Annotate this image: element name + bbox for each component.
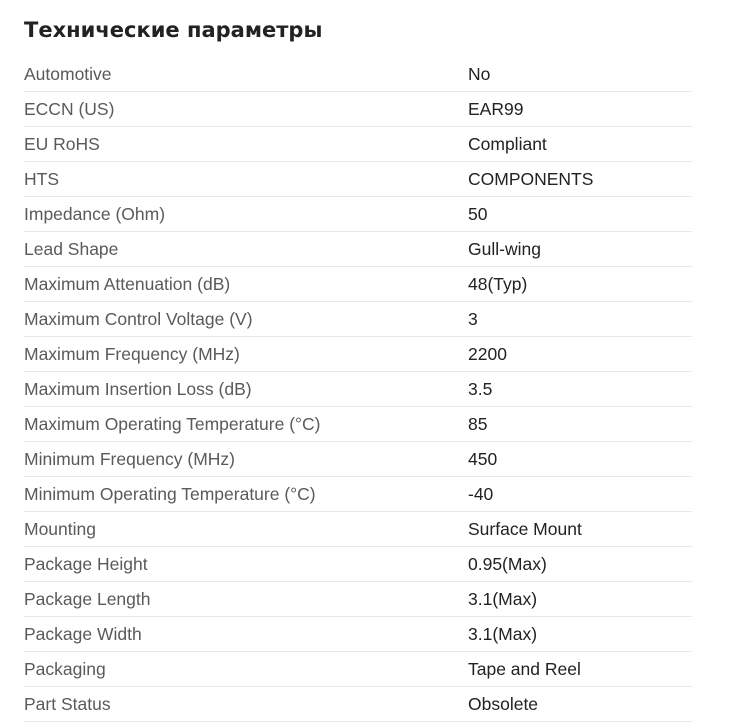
table-row xyxy=(24,302,692,337)
spec-name: Package Width xyxy=(24,617,468,652)
spec-value: 3.1(Max) xyxy=(468,582,692,617)
table-row xyxy=(24,92,692,127)
spec-name: Mounting xyxy=(24,512,468,547)
table-row xyxy=(24,407,692,442)
spec-value: 2200 xyxy=(468,337,692,372)
spec-value: 450 xyxy=(468,442,692,477)
spec-name: Maximum Operating Temperature (°C) xyxy=(24,407,468,442)
spec-value: Surface Mount xyxy=(468,512,692,547)
spec-value: 3.1(Max) xyxy=(468,617,692,652)
spec-value: Obsolete xyxy=(468,687,692,722)
spec-name: Maximum Frequency (MHz) xyxy=(24,337,468,372)
spec-value: Gull-wing xyxy=(468,232,692,267)
spec-value: 3.5 xyxy=(468,372,692,407)
spec-value: 3 xyxy=(468,302,692,337)
spec-name: ECCN (US) xyxy=(24,92,468,127)
spec-value: 85 xyxy=(468,407,692,442)
table-row xyxy=(24,652,692,687)
spec-value: 50 xyxy=(468,197,692,232)
spec-value: 48(Typ) xyxy=(468,267,692,302)
spec-name: Automotive xyxy=(24,57,468,92)
spec-name: Package Height xyxy=(24,547,468,582)
table-row xyxy=(24,477,692,512)
spec-name: Impedance (Ohm) xyxy=(24,197,468,232)
spec-name: Packaging xyxy=(24,652,468,687)
table-row xyxy=(24,197,692,232)
spec-name: Minimum Frequency (MHz) xyxy=(24,442,468,477)
spec-value: Tape and Reel xyxy=(468,652,692,687)
spec-name: Maximum Insertion Loss (dB) xyxy=(24,372,468,407)
page-title: Технические параметры xyxy=(24,18,323,42)
spec-name: Minimum Operating Temperature (°C) xyxy=(24,477,468,512)
spec-value: EAR99 xyxy=(468,92,692,127)
spec-name: Package Length xyxy=(24,582,468,617)
table-row xyxy=(24,687,692,722)
specs-table xyxy=(24,57,692,722)
spec-value: 0.95(Max) xyxy=(468,547,692,582)
spec-value: No xyxy=(468,57,692,92)
table-row xyxy=(24,617,692,652)
spec-value: -40 xyxy=(468,477,692,512)
spec-name: EU RoHS xyxy=(24,127,468,162)
table-row xyxy=(24,372,692,407)
table-row xyxy=(24,162,692,197)
table-row xyxy=(24,582,692,617)
table-row xyxy=(24,547,692,582)
table-row xyxy=(24,232,692,267)
table-row xyxy=(24,127,692,162)
table-row xyxy=(24,512,692,547)
table-row xyxy=(24,267,692,302)
table-row xyxy=(24,442,692,477)
spec-value: Compliant xyxy=(468,127,692,162)
specs-table-body xyxy=(24,57,692,722)
spec-value: COMPONENTS xyxy=(468,162,692,197)
table-row xyxy=(24,57,692,92)
spec-name: HTS xyxy=(24,162,468,197)
spec-name: Part Status xyxy=(24,687,468,722)
spec-name: Lead Shape xyxy=(24,232,468,267)
spec-name: Maximum Control Voltage (V) xyxy=(24,302,468,337)
spec-name: Maximum Attenuation (dB) xyxy=(24,267,468,302)
table-row xyxy=(24,337,692,372)
